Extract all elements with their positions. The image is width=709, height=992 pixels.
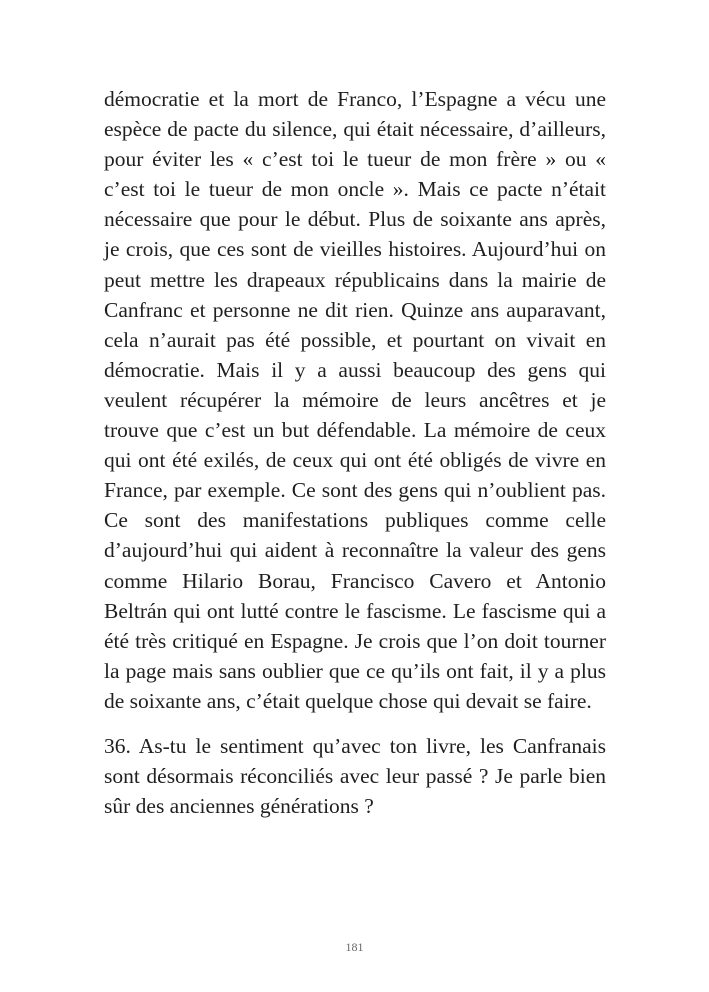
question-paragraph: 36. As-tu le sentiment qu’avec ton livre, les Canfranais sont désormais réconciliés avec leur passé ? Je parle bien sûr des anciennes générations ? <box>104 733 606 819</box>
page-body <box>104 84 606 821</box>
page-number: 181 <box>345 940 364 954</box>
answer-paragraph: démocratie et la mort de Franco, l’Espagne a vécu une espèce de pacte du silence, qui était nécessaire, d’ailleurs, pour éviter les « c’est toi le tueur de mon frère » ou « c’est toi le tueur de mon oncle ». Mais ce pacte n’était nécessaire que pour le début. Plus de soixante ans après, je crois, que ces sont de vieilles histoires. Aujourd’hui on peut mettre les drapeaux républicains dans la mairie de Canfranc et personne ne dit rien. Quinze ans auparavant, cela n’aurait pas été possible, et pourtant on vivait en démocratie. Mais il y a aussi beaucoup des gens qui veulent récupérer la mémoire de leurs ancêtres et je trouve que c’est un but défendable. La mémoire de ceux qui ont été exilés, de ceux qui ont été obligés de vivre en France, par exemple. Ce sont des gens qui n’oublient pas. Ce sont des manifestations publiques comme celle d’aujourd’hui qui aident à reconnaître la valeur des gens comme Hilario Borau, Francisco Cavero et Antonio Beltrán qui ont lutté contre le fascisme. Le fascisme qui a été très critiqué en Espagne. Je crois que l’on doit tourner la page mais sans oublier que ce qu’ils ont fait, il y a plus de soixante ans, c’était quelque chose qui devait se faire. <box>104 87 606 713</box>
